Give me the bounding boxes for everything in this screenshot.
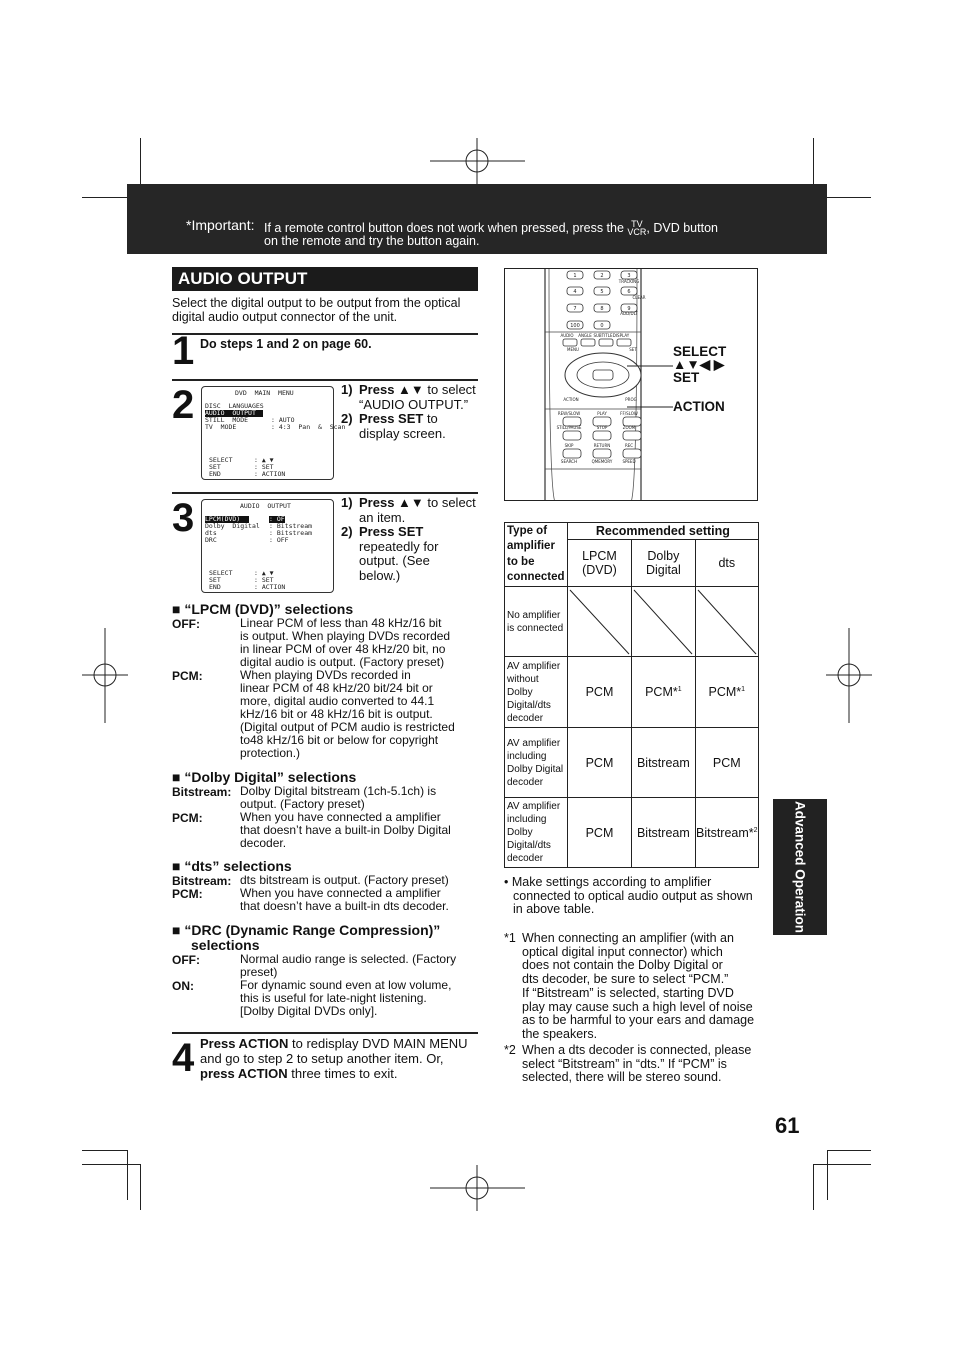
remote-button-label: STOP xyxy=(596,425,608,430)
remote-button-label: FF/SLOW xyxy=(620,411,638,416)
remote-button-label: SUBTITLE xyxy=(593,333,613,338)
dolby-heading: ■ “Dolby Digital” selections xyxy=(172,769,357,785)
side-tab-advanced-operation: Advanced Operation xyxy=(773,799,827,935)
dts-bitstream-term: Bitstream: xyxy=(172,874,232,888)
crop-mark xyxy=(813,1164,871,1165)
drc-on-def: For dynamic sound even at low volume, this is useful for late-night listening. [Dolby Digital DVDs only]. xyxy=(240,978,452,1018)
lpcm-pcm-term: PCM: xyxy=(172,669,203,683)
registration-mark-bottom xyxy=(430,1165,525,1211)
remote-button-label: PROG xyxy=(625,397,637,402)
drc-off-def: Normal audio range is selected. (Factory preset) xyxy=(240,952,457,979)
remote-button-label: CLEAR xyxy=(632,295,646,300)
table-note-bullet: • Make settings according to amplifier connected to optical audio output as shown in above table. xyxy=(504,875,753,917)
table-col0-header: Type of amplifier to be connected xyxy=(505,523,568,587)
step-divider xyxy=(172,492,478,494)
crop-mark xyxy=(82,1164,140,1165)
important-label: *Important: xyxy=(186,217,255,233)
remote-key-label: 100 xyxy=(570,323,580,329)
dolby-bitstream-term: Bitstream: xyxy=(172,785,232,799)
important-line1: If a remote control button does not work when pressed, press the TV VCR, DVD button xyxy=(264,219,718,237)
remote-control-illustration xyxy=(504,268,758,501)
table-col-dts: dts xyxy=(695,540,758,587)
important-note xyxy=(186,217,718,248)
remote-button-label: SEARCH xyxy=(560,459,578,464)
table-row: AV amplifier without Dolby Digital/dts decoder PCM PCM*$^1$ PCM*$^1$ xyxy=(505,657,759,728)
drc-off-term: OFF: xyxy=(172,953,200,967)
remote-button-label: QMEMORY xyxy=(591,459,613,464)
remote-key-label: 2 xyxy=(600,273,604,279)
lpcm-heading: ■ “LPCM (DVD)” selections xyxy=(172,601,354,617)
footnote-1: When connecting an amplifier (with an optical digital input connector) which does not contain the Dolby Digital or dts decoder, be sure to select “PCM.” If “Bitstream” is selected, starting DVD play may cause such a high level of noise as to be harmful to your ears and damage the speakers. xyxy=(522,931,755,1041)
diagonal-slash-icon xyxy=(568,588,631,656)
remote-control-icon xyxy=(505,269,758,501)
remote-key-label: 6 xyxy=(627,289,631,295)
remote-button-label: AUDIO xyxy=(560,333,574,338)
step-number-4: 4 xyxy=(172,1036,195,1080)
diagonal-cell xyxy=(567,587,631,657)
remote-key-label: 9 xyxy=(627,306,631,312)
table-col-lpcm: LPCM (DVD) xyxy=(567,540,631,587)
diagonal-cell xyxy=(695,587,758,657)
osd-screen-main-menu: DVD MAIN MENU DISC LANGUAGES AUDIO OUTPUT STILL MODE : AUTO TV MODE : 4:3 Pan & Scan SELECT : ▲ ▼ SET : SET END : ACTION xyxy=(201,386,334,480)
step3-instructions: 1) Press ▲▼ to select an item. 2) Press SET repeatedly for output. (See below.) xyxy=(341,495,476,583)
crop-mark xyxy=(827,1150,828,1200)
remote-key-label: 7 xyxy=(573,306,577,312)
select-set-callout: SELECT ▲▼◀ ▶ SET xyxy=(673,344,727,385)
table-header: Recommended setting xyxy=(567,523,758,540)
lpcm-off-def: Linear PCM of less than 48 kHz/16 bit is output. When playing DVDs recorded in linear PCM of over 48 kHz/20 bit, no digital audio is output. (Factory preset) xyxy=(240,616,451,669)
step-divider xyxy=(172,333,478,335)
recommended-settings-table xyxy=(504,522,759,868)
remote-button-label: ACTION xyxy=(563,397,579,402)
crop-mark xyxy=(82,1150,128,1151)
remote-key-label: 1 xyxy=(573,273,577,279)
remote-button-label: SKIP xyxy=(564,443,574,448)
table-row: AV amplifier including Dolby Digital/dts decoder PCM Bitstream Bitstream*$^2$ xyxy=(505,798,759,868)
remote-button-label: PLAY xyxy=(597,411,607,416)
remote-button-label: STILL/PAUSE xyxy=(556,425,582,430)
diagonal-cell xyxy=(632,587,695,657)
section-title: AUDIO OUTPUT xyxy=(172,267,478,291)
dts-bitstream-def: dts bitstream is output. (Factory preset) xyxy=(240,873,449,887)
table-col-dolby: Dolby Digital xyxy=(632,540,695,587)
step2-instructions: 1) Press ▲▼ to select “AUDIO OUTPUT.” 2) Press SET to display screen. xyxy=(341,382,476,441)
remote-key-label: 8 xyxy=(600,306,604,312)
table-row: AV amplifier including Dolby Digital decoder PCM Bitstream PCM xyxy=(505,728,759,798)
remote-button-label: ZOOM xyxy=(622,425,636,430)
step-number-3: 3 xyxy=(172,496,195,540)
diagonal-slash-icon xyxy=(696,588,758,656)
remote-key-label: 3 xyxy=(627,273,631,279)
dts-pcm-term: PCM: xyxy=(172,887,203,901)
registration-mark-top xyxy=(430,138,525,184)
remote-button-label: TRACKING xyxy=(618,279,640,284)
remote-button-label: MENU xyxy=(567,347,579,352)
drc-heading: ■ “DRC (Dynamic Range Compression)” selections xyxy=(172,922,441,953)
footnote-2-mark: *2 xyxy=(504,1043,516,1057)
remote-key-label: 0 xyxy=(600,323,604,329)
crop-mark xyxy=(827,1150,871,1151)
footnote-2: When a dts decoder is connected, please select “Bitstream” in “dts.” If “PCM” is selected, there will be stereo sound. xyxy=(522,1043,752,1085)
registration-mark-left xyxy=(82,628,128,723)
remote-button-label: SPEED xyxy=(622,459,636,464)
remote-button-label: REW/SLOW xyxy=(557,411,581,416)
remote-button-label: SET xyxy=(629,347,637,352)
remote-button-label: ADD/DLT xyxy=(620,311,638,316)
step1-text: Do steps 1 and 2 on page 60. xyxy=(200,337,372,351)
tv-vcr-button-icon: TV VCR xyxy=(627,219,647,237)
osd-highlight-lpcm: LPCM(DVD) xyxy=(205,516,249,523)
dts-heading: ■ “dts” selections xyxy=(172,858,292,874)
crop-mark xyxy=(140,1164,141,1210)
page-number: 61 xyxy=(775,1113,800,1138)
osd-highlight-audio-output: AUDIO OUTPUT xyxy=(205,410,263,417)
action-callout: ACTION xyxy=(673,399,725,414)
footnote-1-mark: *1 xyxy=(504,931,516,945)
dolby-pcm-def: When you have connected a amplifier that doesn’t have a built-in Dolby Digital decoder. xyxy=(240,810,451,850)
remote-button-label: REC xyxy=(624,443,634,448)
drc-on-term: ON: xyxy=(172,979,194,993)
remote-key-label: 4 xyxy=(573,289,577,295)
registration-mark-right xyxy=(826,628,872,723)
step-number-2: 2 xyxy=(172,383,195,427)
step-divider xyxy=(172,379,478,381)
table-row: No amplifier is connected xyxy=(505,587,759,657)
dolby-bitstream-def: Dolby Digital bitstream (1ch-5.1ch) is output. (Factory preset) xyxy=(240,784,437,811)
dolby-pcm-term: PCM: xyxy=(172,811,203,825)
dts-pcm-def: When you have connected a amplifier that doesn’t have a built-in dts decoder. xyxy=(240,886,449,913)
remote-button-label: RETURN xyxy=(593,443,611,448)
important-line2: on the remote and try the button again. xyxy=(264,234,480,248)
remote-button-label: DISPLAY xyxy=(612,333,630,338)
osd-screen-audio-output: AUDIO OUTPUT LPCM(DVD) : OFF Dolby Digital : Bitstream dts : Bitstream DRC : OFF SELECT : ▲ ▼ SET : SET END : ACTION xyxy=(201,499,334,593)
crop-mark xyxy=(813,1164,814,1210)
lpcm-pcm-def: When playing DVDs recorded in linear PCM of 48 kHz/20 bit/24 bit or more, digital audio converted to 44.1 kHz/16 bit or 48 kHz/16 bit is output. (Digital output of PCM audio is restricted to48 kHz/16 bit or below for copyright protection.) xyxy=(240,668,455,760)
remote-key-label: 5 xyxy=(600,289,604,295)
step-number-1: 1 xyxy=(172,329,195,373)
section-intro: Select the digital output to be output from the optical digital audio output connector of the unit. xyxy=(172,296,461,324)
diagonal-slash-icon xyxy=(632,588,694,656)
remote-button-label: ANGLE xyxy=(578,333,592,338)
lpcm-off-term: OFF: xyxy=(172,617,200,631)
crop-mark xyxy=(127,1150,128,1200)
step4-text: Press ACTION to redisplay DVD MAIN MENU and go to step 2 to setup another item. Or, press ACTION three times to exit. xyxy=(200,1036,468,1081)
step-divider xyxy=(172,1032,478,1034)
